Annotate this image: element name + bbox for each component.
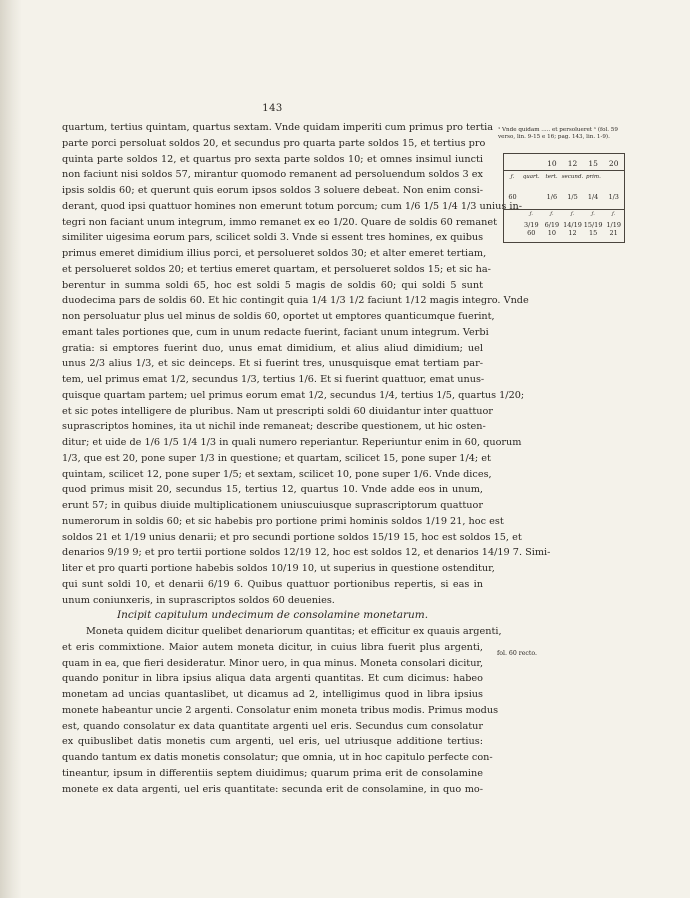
text-line: derant, quod ipsi quattuor homines non emerunt totum porcum; cum 1/6 1/5 1/4 1/3 unius in-: [62, 200, 522, 212]
text-line: similiter uigesima eorum pars, scilicet soldi 3. Vnde si essent tres homines, ex quibus: [62, 232, 484, 244]
text-line: tegri non faciant unum integrum, immo remanet ex eo 1/20. Quare de soldis 60 remanet: [62, 216, 498, 228]
text-line: non persoluatur plus uel minus de soldis 60, oportet ut emptores quanticumque fuerint,: [62, 311, 495, 322]
text-line: tineantur, ipsum in differentiis septem diuidimus; quarum prima erit de consolamine: [62, 767, 483, 779]
text-line: parte porci persoluat soldos 20, et secundus pro quarta parte soldos 15, et tertius pro: [62, 137, 486, 149]
text-line: berentur in summa soldi 65, hoc est soldi 5 magis de soldis 60; qui soldi 5 sunt: [62, 279, 483, 291]
text-line: quartum, tertius quintam, quartus sextam. Vnde quidam imperiti cum primus pro tertia: [62, 122, 494, 133]
book-spine-shadow: [0, 0, 22, 898]
table-unit-row: [504, 210, 624, 218]
table-cell: 1/6: [546, 193, 558, 201]
text-line: ipsis soldis 60; et querunt quis eorum ipsos soldos 3 soluere debeat. Non enim consi-: [62, 185, 483, 196]
table-cell: 1/5: [567, 193, 578, 201]
text-line: quisque quartam partem; uel primus eorum emat 1/2, secundus 1/4, tertius 1/5, quartus 1/20;: [62, 389, 525, 401]
text-line: quando ponitur in libra ipsius aliqua data argenti quantitas. Et cum dicimus: habeo: [62, 673, 483, 685]
text-line: suprascriptos homines, ita ut nichil inde remaneat; describe questionem, ut hic osten-: [62, 421, 486, 433]
margin-note: ¹ Vnde quidam ..... et persolueret ¹ (fol. 59 verso, lin. 9-15 e 16; pag. 143, lin. 1-9).: [498, 127, 618, 141]
table-cell: ƒ.: [510, 174, 515, 180]
text-line: quam in ea, que fieri desideratur. Minor uero, in qua minus. Moneta consolari dicitur,: [62, 657, 484, 669]
text-line: et eris commixtione. Maior autem moneta dicitur, in cuius libra fuerit plus argenti,: [62, 641, 483, 653]
text-line: monetam ad uncias quantaslibet, ut dicamus ad 2, intelligimus quod in libra ipsius: [62, 689, 483, 700]
text-line: quinta parte soldos 12, et quartus pro sexta parte soldos 10; et omnes insimul iuncti: [62, 153, 483, 165]
table-header-row: [504, 156, 624, 170]
table-fraction-row: [504, 186, 624, 208]
table-cell: ƒ.: [550, 211, 554, 217]
text-line: denarios 9/19 9; et pro tertii portione soldos 12/19 12, hoc est soldos 12, et denarios 14/19 7. Simi-: [62, 547, 551, 559]
text-line: soldos 21 et 1/19 unius denarii; et pro secundi portione soldos 15/19 15, hoc est soldos 15, et: [62, 531, 522, 543]
table-cell: tert.: [545, 174, 558, 180]
table-cell: quart.: [522, 174, 540, 180]
table-cell: 1/19 21: [606, 221, 621, 237]
text-line: 1/3, que est 20, pone super 1/3 in questione; et quartam, scilicet 15, pone super 1/4; et: [62, 452, 491, 464]
text-line: est, quando consolatur ex data quantitate argenti uel eris. Secundus cum consolatur: [62, 720, 483, 732]
page-number: 143: [262, 103, 283, 114]
table-result-row: [504, 218, 624, 240]
table-cell: 12: [567, 158, 578, 168]
table-cell: ƒ.: [529, 211, 533, 217]
table-cell: 15/19 15: [583, 221, 603, 237]
table-label-row: [504, 172, 624, 182]
table-cell: secund.: [561, 174, 584, 180]
text-line: monete habeantur uncie 2 argenti. Consolatur enim moneta tribus modis. Primus modus: [62, 704, 499, 716]
margin-table: [503, 153, 625, 243]
text-line: emant tales portiones que, cum in unum redacte fuerint, faciant unum integrum. Verbi: [62, 326, 489, 338]
text-line: ex quibuslibet datis monetis cum argenti, uel eris, uel utriusque additione tertius:: [62, 736, 483, 748]
text-line: quod primus misit 20, secundus 15, tertius 12, quartus 10. Vnde adde eos in unum,: [62, 484, 483, 496]
text-line: numerorum in soldis 60; et sic habebis pro portione primi hominis soldos 1/19 21, hoc est: [62, 515, 504, 527]
text-line: unum coniunxeris, in suprascriptos soldos 60 deuenies.: [62, 594, 335, 606]
text-line: et persolueret soldos 20; et tertius emeret quartam, et persolueret soldos 15; et sic ha-: [62, 263, 491, 275]
text-line: ditur; et uide de 1/6 1/5 1/4 1/3 in quali numero reperiantur. Reperiuntur enim in 60, quorum: [62, 437, 522, 448]
text-line: erunt 57; in quibus diuide multiplicationem uniuscuiusque suprascriptorum quattuor: [62, 500, 483, 511]
table-cell: 6/19 10: [544, 221, 560, 237]
text-line: monete ex data argenti, uel eris quantitate: secunda erit de consolamine, in quo mo-: [62, 783, 483, 795]
table-cell: ƒ.: [612, 211, 616, 217]
table-cell: prim.: [586, 174, 601, 180]
table-cell: 1/3: [608, 193, 619, 201]
table-cell: 10: [547, 158, 557, 168]
text-line: gratia: si emptores fuerint duo, unus emat dimidium, et alius aliud dimidium; uel: [62, 342, 483, 354]
text-line: non faciunt nisi soldos 57, mirantur quomodo remanent ad persoluendum soldos 3 ex: [62, 169, 483, 181]
text-line: Moneta quidem dicitur quelibet denariorum quantitas; et efficitur ex quauis argenti,: [86, 626, 502, 637]
table-cell: 3/19 60: [523, 221, 539, 237]
text-line: primus emeret dimidium illius porci, et persolueret soldos 30; et alter emeret tertiam,: [62, 248, 487, 259]
text-line: duodecima pars de soldis 60. Et hic contingit quia 1/4 1/3 1/2 faciunt 1/12 magis integro. Vnde: [62, 295, 529, 307]
folio-note: fol. 60 recto.: [497, 650, 537, 657]
table-cell: ƒ.: [570, 211, 575, 217]
text-line: qui sunt soldi 10, et denarii 6/19 6. Quibus quattuor portionibus repertis, si eas in: [62, 578, 483, 590]
text-line: quintam, scilicet 12, pone super 1/5; et sextam, scilicet 10, pone super 1/6. Vnde dices,: [62, 468, 492, 480]
text-line: liter et pro quarti portione habebis soldos 10/19 10, ut superius in questione ostenditur,: [62, 563, 495, 574]
table-cell: 1/4: [587, 193, 599, 201]
table-cell: 60: [508, 193, 517, 201]
table-rule: [504, 170, 624, 171]
table-cell: 20: [608, 158, 619, 168]
chapter-heading: Incipit capitulum undecimum de consolamine monetarum.: [116, 609, 429, 622]
text-line: tem, uel primus emat 1/2, secundus 1/3, tertius 1/6. Et si fuerint quattuor, emat unus-: [62, 374, 485, 385]
table-cell: ƒ.: [591, 211, 595, 217]
text-line: quando tantum ex datis monetis consolatur; que omnia, ut in hoc capitulo perfecte con-: [62, 752, 493, 763]
table-cell: 14/19 12: [563, 221, 582, 237]
text-line: et sic potes intelligere de pluribus. Nam ut prescripti soldi 60 diuidantur inter quattuor: [62, 405, 493, 417]
table-cell: 15: [588, 158, 598, 168]
text-line: unus 2/3 alius 1/3, et sic deinceps. Et si fuerint tres, unusquisque emat tertiam par-: [62, 358, 483, 370]
